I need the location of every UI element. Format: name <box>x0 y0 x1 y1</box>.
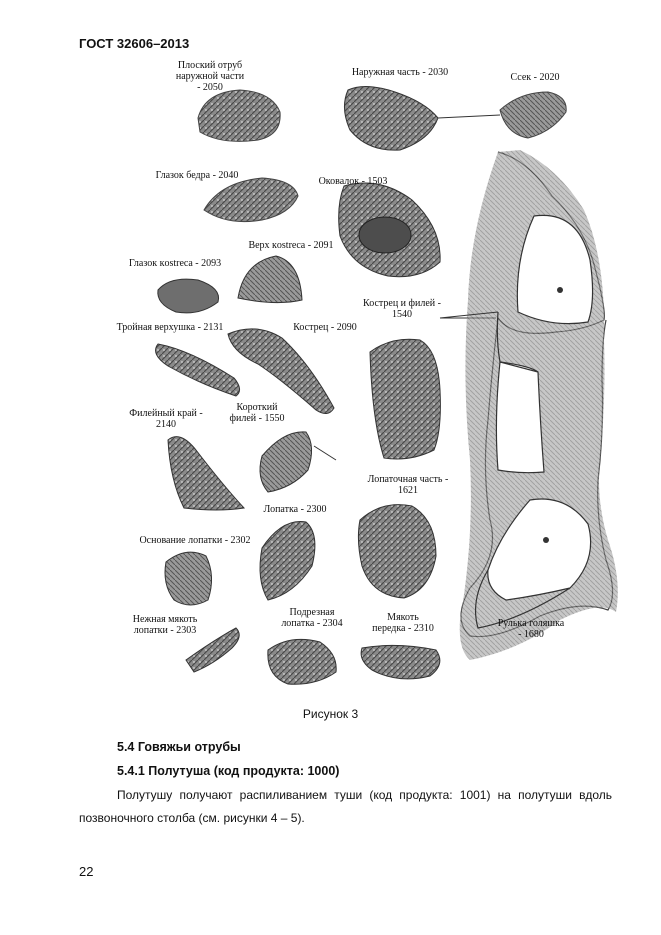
label-flat-outside: Плоский отруб наружной части - 2050 <box>175 60 245 93</box>
label-rump-eye: Глазок кostreca - 2093 <box>128 258 222 269</box>
cut-outside <box>344 86 438 150</box>
cut-striploin <box>168 437 244 510</box>
page-number: 22 <box>79 864 94 879</box>
cut-underblade <box>268 639 336 684</box>
cut-rump-top <box>238 256 302 303</box>
cut-flat-outside <box>198 90 280 141</box>
label-eye-round: Глазок бедра - 2040 <box>155 170 239 181</box>
cut-chuck <box>358 505 436 598</box>
label-chuck: Лопаточная часть - 1621 <box>367 474 449 496</box>
label-heel: Ссек - 2020 <box>510 72 560 83</box>
cut-short-loin <box>260 432 312 492</box>
cut-brisket-meat <box>361 645 440 678</box>
label-underblade: Подрезная лопатка - 2304 <box>281 607 343 629</box>
document-code: ГОСТ 32606–2013 <box>79 36 190 51</box>
label-rump: Кострец - 2090 <box>293 322 357 333</box>
body-paragraph: Полутушу получают распиливанием туши (код продукта: 1001) на полутуши вдоль позвоночного столба (см. рисунки 4 – 5). <box>79 788 612 825</box>
figure-caption: Рисунок 3 <box>302 707 359 721</box>
cut-rump-loin <box>370 339 440 459</box>
label-outside: Наружная часть - 2030 <box>351 67 449 78</box>
cut-blade-base <box>165 552 212 605</box>
label-knuckle: Оковалок - 1503 <box>318 176 388 187</box>
subsection-title: 5.4.1 Полутуша (код продукта: 1000) <box>117 764 340 778</box>
label-rump-top: Верх кostreca - 2091 <box>248 240 334 251</box>
cut-heel <box>500 92 566 138</box>
cut-rump-eye <box>158 279 219 313</box>
label-soft-blade: Нежная мякоть лопатки - 2303 <box>132 614 198 636</box>
label-rump-loin: Кострец и филей - 1540 <box>363 298 441 320</box>
label-short-loin: Короткий филей - 1550 <box>229 402 285 424</box>
label-shank: Рулька голяшка - 1680 <box>497 618 565 640</box>
label-tri-tip: Тройная верхушка - 2131 <box>116 322 224 333</box>
label-brisket-meat: Мякоть передка - 2310 <box>372 612 434 634</box>
cut-tri-tip <box>156 344 240 396</box>
section-title: 5.4 Говяжьи отрубы <box>117 740 241 754</box>
cut-blade <box>260 522 315 600</box>
label-striploin: Филейный край - 2140 <box>129 408 203 430</box>
label-blade-base: Основание лопатки - 2302 <box>139 535 251 546</box>
cut-eye-round <box>204 178 298 222</box>
cut-rump <box>228 329 334 414</box>
label-blade: Лопатка - 2300 <box>263 504 327 515</box>
